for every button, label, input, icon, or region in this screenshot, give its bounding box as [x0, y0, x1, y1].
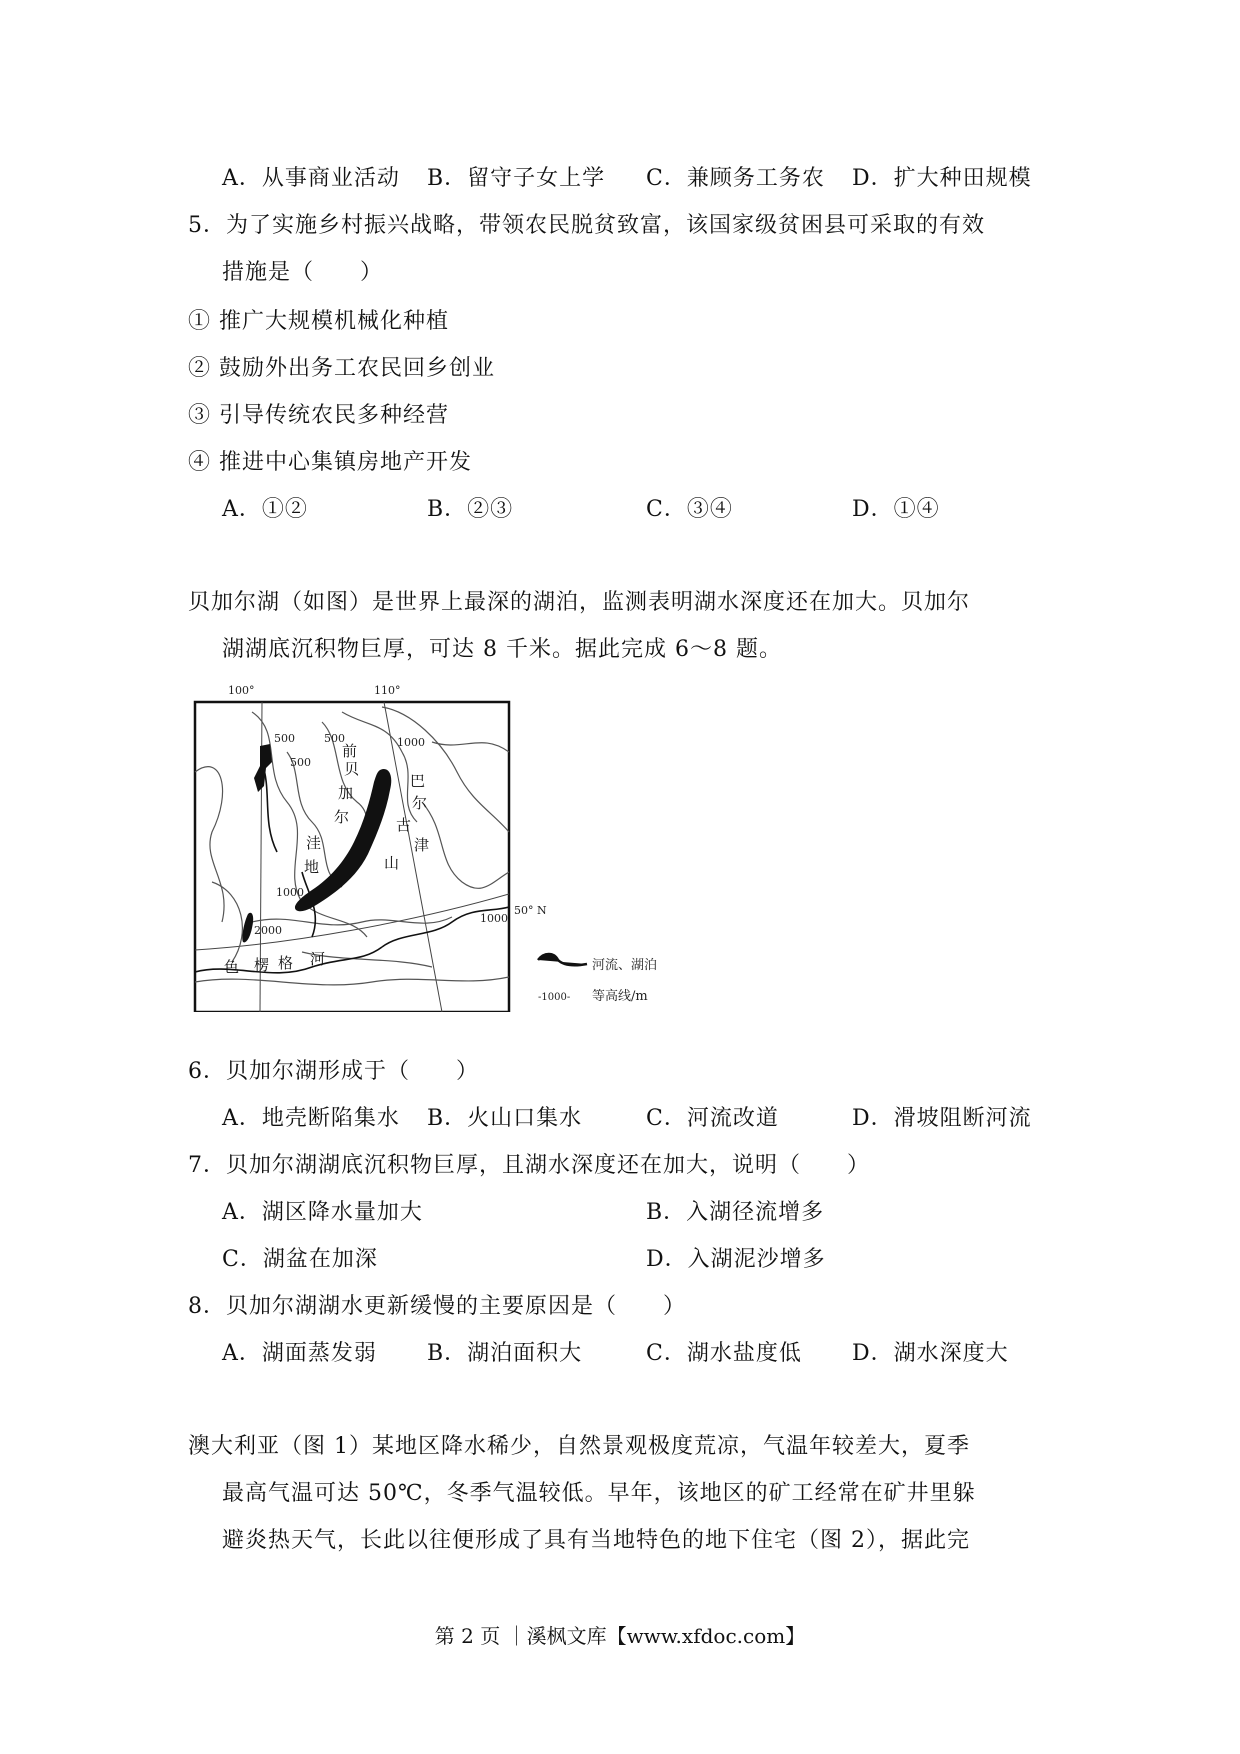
- q6-option-d: D．滑坡阻断河流: [852, 1106, 1032, 1131]
- passage2-line3: 避炎热天气，长此以往便形成了具有当地特色的地下住宅（图 2），据此完: [222, 1528, 970, 1553]
- map-label-er2: 尔: [412, 794, 428, 812]
- contour-label-500-a: 500: [274, 732, 295, 745]
- q8-stem: 8．贝加尔湖湖水更新缓慢的主要原因是（ ）: [188, 1294, 686, 1319]
- passage1-line2: 湖湖底沉积物巨厚，可达 8 千米。据此完成 6～8 题。: [222, 637, 782, 662]
- q7-option-b: B．入湖径流增多: [646, 1200, 825, 1225]
- baikal-map-figure: [192, 682, 672, 1012]
- q5-item-1: ① 推广大规模机械化种植: [188, 309, 449, 334]
- map-label-di: 地: [304, 858, 320, 876]
- map-label-jin: 津: [414, 836, 430, 854]
- q5-option-a: A．①②: [222, 497, 308, 522]
- q5-item-3: ③ 引导传统农民多种经营: [188, 403, 449, 428]
- map-label-shan: 山: [384, 854, 400, 872]
- page-footer: 第 2 页 ｜溪枫文库【www.xfdoc.com】: [434, 1624, 806, 1648]
- map-label-leng: 楞: [254, 956, 270, 974]
- q5-option-d: D．①④: [852, 497, 940, 522]
- q6-option-b: B．火山口集水: [427, 1106, 583, 1131]
- lon-110-label: 110°: [374, 684, 401, 697]
- q4-option-c: C．兼顾务工务农: [646, 166, 825, 191]
- map-label-qian: 前: [342, 742, 358, 760]
- lake-khovsgol: [242, 913, 253, 943]
- q6-option-c: C．河流改道: [646, 1106, 779, 1131]
- lon-100-label: 100°: [228, 684, 255, 697]
- q8-option-a: A．湖面蒸发弱: [222, 1341, 377, 1366]
- map-label-gu: 古: [396, 816, 412, 834]
- q6-stem: 6．贝加尔湖形成于（ ）: [188, 1059, 479, 1084]
- q8-option-d: D．湖水深度大: [852, 1341, 1009, 1366]
- map-label-ba: 巴: [410, 772, 426, 790]
- passage2-line1: 澳大利亚（图 1）某地区降水稀少，自然景观极度荒凉，气温年较差大，夏季: [188, 1434, 970, 1459]
- q8-option-c: C．湖水盐度低: [646, 1341, 802, 1366]
- map-label-er: 尔: [334, 808, 350, 826]
- legend-river-lake-symbol: [538, 954, 587, 965]
- map-label-bei: 贝: [344, 760, 360, 778]
- contour-label-1000-a: 1000: [397, 736, 425, 749]
- passage1-line1: 贝加尔湖（如图）是世界上最深的湖泊，监测表明湖水深度还在加大。贝加尔: [188, 590, 971, 615]
- contour-label-1000-b: 1000: [276, 886, 304, 899]
- q5-item-4: ④ 推进中心集镇房地产开发: [188, 450, 472, 475]
- q6-option-a: A．地壳断陷集水: [222, 1106, 400, 1131]
- lat-50-label: 50° N: [514, 904, 547, 917]
- map-label-se: 色: [224, 958, 240, 976]
- q7-option-a: A．湖区降水量加大: [222, 1200, 423, 1225]
- q4-option-a: A．从事商业活动: [222, 166, 400, 191]
- q4-option-d: D．扩大种田规模: [852, 166, 1032, 191]
- q8-option-b: B．湖泊面积大: [427, 1341, 583, 1366]
- passage2-line2: 最高气温可达 50℃，冬季气温较低。早年，该地区的矿工经常在矿井里躲: [222, 1481, 976, 1506]
- q5-stem-line1: 5．为了实施乡村振兴战略，带领农民脱贫致富，该国家级贫困县可采取的有效: [188, 213, 985, 238]
- q7-option-c: C．湖盆在加深: [222, 1247, 378, 1272]
- river-segment-nw: [254, 744, 272, 792]
- map-label-wa: 洼: [306, 834, 322, 852]
- q7-option-d: D．入湖泥沙增多: [646, 1247, 826, 1272]
- contour-label-2000: 2000: [254, 924, 282, 937]
- contour-label-500-c: 500: [290, 756, 311, 769]
- map-legend: [538, 954, 657, 1004]
- q5-option-c: C．③④: [646, 497, 733, 522]
- map-label-jia: 加: [338, 784, 354, 802]
- q7-stem: 7．贝加尔湖湖底沉积物巨厚，且湖水深度还在加大，说明（ ）: [188, 1153, 870, 1178]
- q5-item-2: ② 鼓励外出务工农民回乡创业: [188, 356, 495, 381]
- map-label-ge: 格: [278, 954, 294, 972]
- legend-rivers-text: 河流、湖泊: [592, 958, 658, 973]
- map-label-he: 河: [310, 950, 326, 968]
- q5-option-b: B．②③: [427, 497, 514, 522]
- contour-label-1000-c: 1000: [480, 912, 508, 925]
- legend-contour-text: 等高线/m: [592, 989, 648, 1004]
- contour-label-500-b: 500: [324, 732, 345, 745]
- legend-contour-sample: -1000-: [538, 992, 571, 1003]
- q4-option-b: B．留守子女上学: [427, 166, 606, 191]
- q5-stem-line2: 措施是（ ）: [222, 260, 384, 285]
